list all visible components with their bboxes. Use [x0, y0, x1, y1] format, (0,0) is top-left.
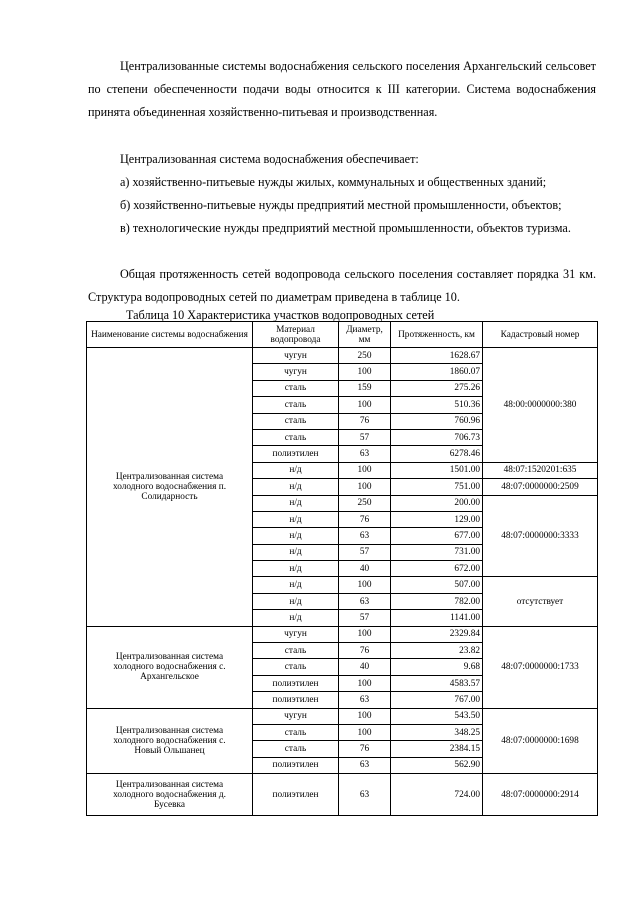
length-cell: 9.68: [391, 659, 483, 675]
diameter-cell: 76: [339, 413, 391, 429]
material-cell: н/д: [253, 577, 339, 593]
material-cell: полиэтилен: [253, 446, 339, 462]
material-cell: сталь: [253, 659, 339, 675]
length-cell: 2329.84: [391, 626, 483, 642]
diameter-cell: 57: [339, 429, 391, 445]
length-cell: 782.00: [391, 593, 483, 609]
length-cell: 6278.46: [391, 446, 483, 462]
diameter-cell: 63: [339, 692, 391, 708]
list-item-b: б) хозяйственно-питьевые нужды предприятий местной промышленности, объектов;: [120, 198, 562, 212]
diameter-cell: 250: [339, 495, 391, 511]
length-cell: 767.00: [391, 692, 483, 708]
length-cell: 724.00: [391, 774, 483, 816]
material-cell: н/д: [253, 528, 339, 544]
length-cell: 348.25: [391, 724, 483, 740]
length-cell: 677.00: [391, 528, 483, 544]
system-name-cell: Централизованная система холодного водоснабжения д. Бусевка: [87, 774, 253, 816]
length-cell: 200.00: [391, 495, 483, 511]
cadastral-cell: отсутствует: [483, 577, 598, 626]
length-cell: 1501.00: [391, 462, 483, 478]
diameter-cell: 57: [339, 610, 391, 626]
material-cell: сталь: [253, 724, 339, 740]
system-name-cell: Централизованная система холодного водоснабжения с. Новый Ольшанец: [87, 708, 253, 774]
length-cell: 1141.00: [391, 610, 483, 626]
header-material: Материал водопровода: [253, 322, 339, 348]
material-cell: сталь: [253, 397, 339, 413]
material-cell: сталь: [253, 741, 339, 757]
diameter-cell: 100: [339, 708, 391, 724]
material-cell: полиэтилен: [253, 757, 339, 773]
table-caption: Таблица 10 Характеристика участков водопроводных сетей: [126, 308, 435, 322]
diameter-cell: 250: [339, 348, 391, 364]
diameter-cell: 100: [339, 675, 391, 691]
diameter-cell: 100: [339, 724, 391, 740]
cadastral-cell: 48:07:1520201:635: [483, 462, 598, 478]
length-cell: 4583.57: [391, 675, 483, 691]
table-row: [87, 626, 598, 642]
length-cell: 1860.07: [391, 364, 483, 380]
header-length: Протяженность, км: [391, 322, 483, 348]
material-cell: полиэтилен: [253, 675, 339, 691]
cadastral-cell: 48:07:0000000:2509: [483, 479, 598, 495]
diameter-cell: 63: [339, 446, 391, 462]
material-cell: чугун: [253, 708, 339, 724]
list-item-c: в) технологические нужды предприятий местной промышленности, объектов туризма.: [120, 221, 571, 235]
list-item-a: а) хозяйственно-питьевые нужды жилых, коммунальных и общественных зданий;: [120, 175, 547, 189]
material-cell: чугун: [253, 626, 339, 642]
length-cell: 2384.15: [391, 741, 483, 757]
diameter-cell: 100: [339, 577, 391, 593]
diameter-cell: 63: [339, 593, 391, 609]
paragraph-categories: Централизованные системы водоснабжения сельского поселения Архангельский сельсовет по степени обеспеченности подачи воды относится к III категории. Система водоснабжения принята объединенная хозяйственно-питьевая и производственная.: [88, 59, 596, 119]
material-cell: н/д: [253, 593, 339, 609]
diameter-cell: 63: [339, 774, 391, 816]
material-cell: сталь: [253, 429, 339, 445]
cadastral-cell: 48:07:0000000:1698: [483, 708, 598, 774]
table-row: [87, 348, 598, 364]
length-cell: 672.00: [391, 561, 483, 577]
material-cell: н/д: [253, 495, 339, 511]
cadastral-cell: 48:07:0000000:1733: [483, 626, 598, 708]
length-cell: 760.96: [391, 413, 483, 429]
water-network-table: [86, 321, 598, 816]
header-cadastral: Кадастровый номер: [483, 322, 598, 348]
diameter-cell: 100: [339, 397, 391, 413]
length-cell: 731.00: [391, 544, 483, 560]
diameter-cell: 40: [339, 561, 391, 577]
diameter-cell: 76: [339, 643, 391, 659]
table-header-row: [87, 322, 598, 348]
material-cell: полиэтилен: [253, 692, 339, 708]
material-cell: сталь: [253, 380, 339, 396]
table-row: [87, 708, 598, 724]
diameter-cell: 63: [339, 757, 391, 773]
diameter-cell: 100: [339, 626, 391, 642]
material-cell: н/д: [253, 511, 339, 527]
cadastral-cell: 48:07:0000000:3333: [483, 495, 598, 577]
diameter-cell: 159: [339, 380, 391, 396]
table-row: [87, 774, 598, 816]
material-cell: полиэтилен: [253, 774, 339, 816]
diameter-cell: 57: [339, 544, 391, 560]
diameter-cell: 40: [339, 659, 391, 675]
diameter-cell: 76: [339, 511, 391, 527]
length-cell: 275.26: [391, 380, 483, 396]
diameter-cell: 76: [339, 741, 391, 757]
paragraph-length: Общая протяженность сетей водопровода сельского поселения составляет порядка 31 км. Структура водопроводных сетей по диаметрам приведена в таблице 10.: [88, 267, 596, 304]
material-cell: чугун: [253, 364, 339, 380]
diameter-cell: 63: [339, 528, 391, 544]
diameter-cell: 100: [339, 479, 391, 495]
material-cell: н/д: [253, 544, 339, 560]
cadastral-cell: 48:00:0000000:380: [483, 348, 598, 463]
length-cell: 507.00: [391, 577, 483, 593]
diameter-cell: 100: [339, 462, 391, 478]
length-cell: 1628.67: [391, 348, 483, 364]
system-name-cell: Централизованная система холодного водоснабжения с. Архангельское: [87, 626, 253, 708]
material-cell: сталь: [253, 413, 339, 429]
material-cell: н/д: [253, 462, 339, 478]
material-cell: н/д: [253, 561, 339, 577]
length-cell: 706.73: [391, 429, 483, 445]
material-cell: н/д: [253, 610, 339, 626]
length-cell: 129.00: [391, 511, 483, 527]
length-cell: 23.82: [391, 643, 483, 659]
length-cell: 751.00: [391, 479, 483, 495]
header-diameter: Диаметр, мм: [339, 322, 391, 348]
cadastral-cell: 48:07:0000000:2914: [483, 774, 598, 816]
system-name-cell: Централизованная система холодного водоснабжения п. Солидарность: [87, 348, 253, 627]
diameter-cell: 100: [339, 364, 391, 380]
paragraph-provides: Централизованная система водоснабжения обеспечивает:: [120, 152, 419, 166]
length-cell: 543.50: [391, 708, 483, 724]
header-system: Наименование системы водоснабжения: [87, 322, 253, 348]
length-cell: 562.90: [391, 757, 483, 773]
material-cell: сталь: [253, 643, 339, 659]
length-cell: 510.36: [391, 397, 483, 413]
material-cell: н/д: [253, 479, 339, 495]
material-cell: чугун: [253, 348, 339, 364]
